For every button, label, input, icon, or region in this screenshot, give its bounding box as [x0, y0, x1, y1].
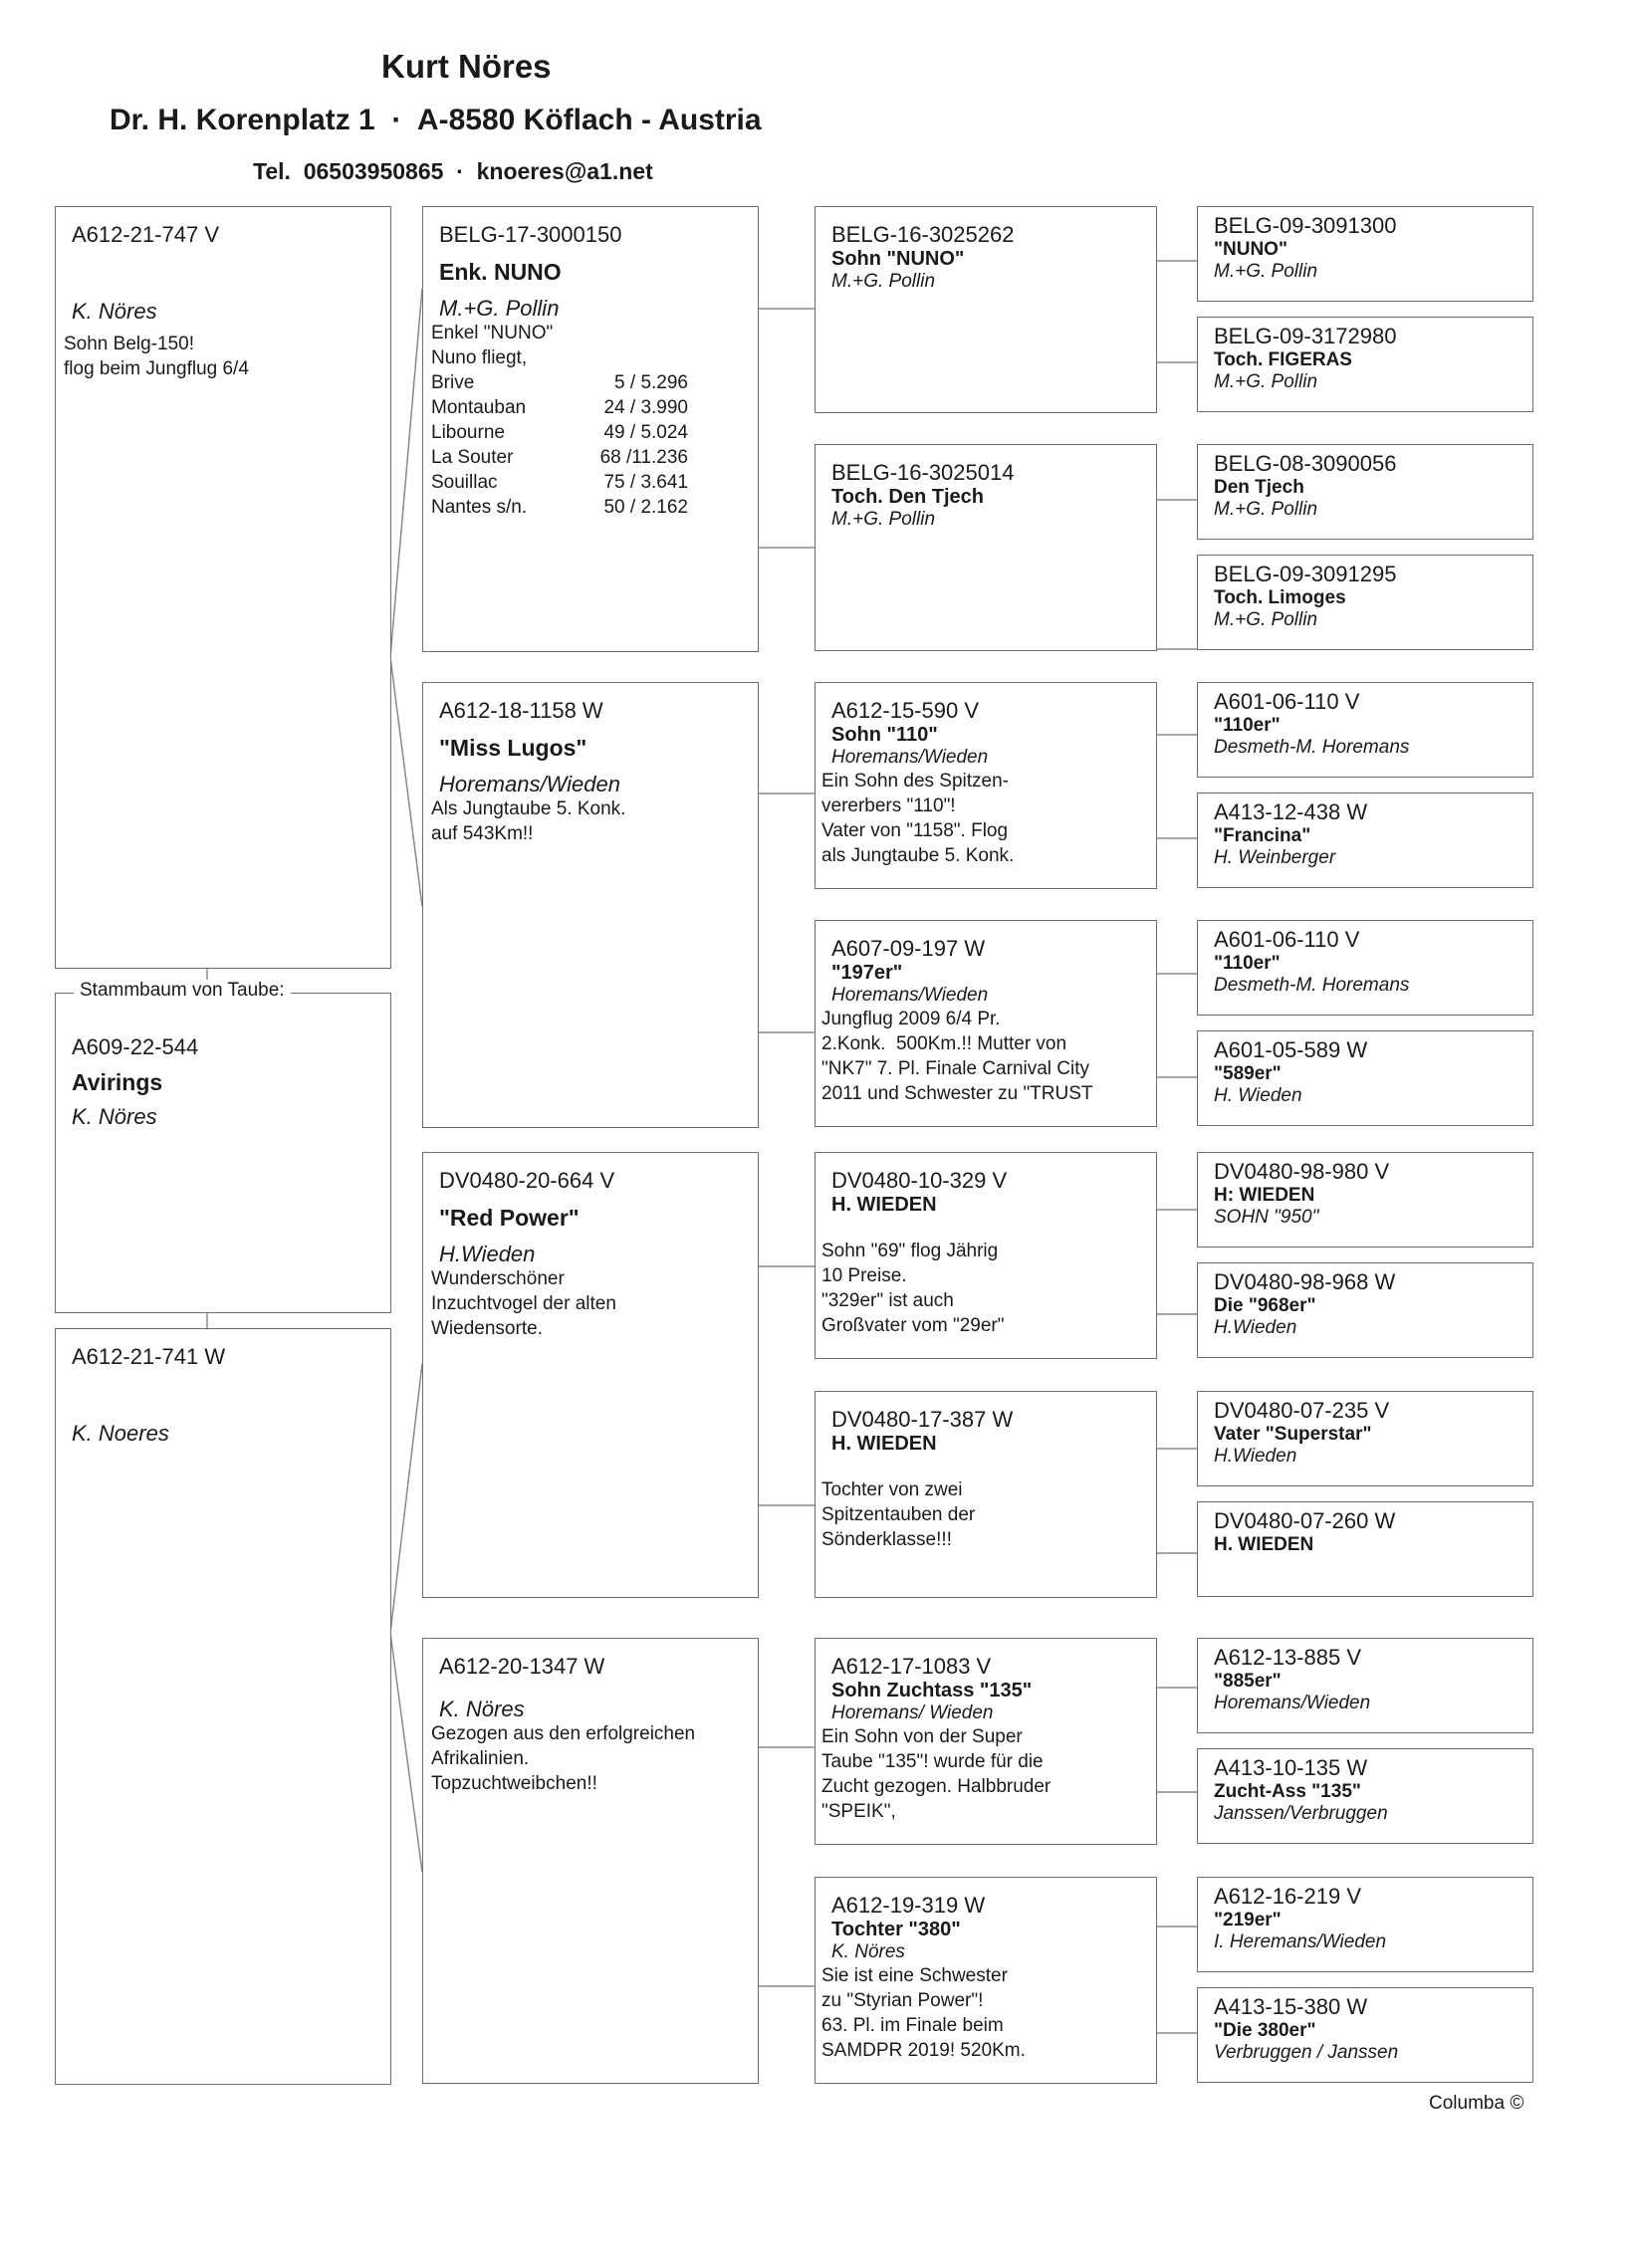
ring-number: A612-15-590 V	[831, 698, 979, 723]
pigeon-name: "589er"	[1214, 1063, 1282, 1084]
pigeon-name: "Die 380er"	[1214, 2020, 1316, 2041]
notes: Wunderschöner Inzuchtvogel der alten Wiedensorte.	[431, 1268, 616, 1339]
pigeon-name: Enk. NUNO	[439, 259, 562, 285]
pigeon-name: Avirings	[72, 1069, 163, 1095]
breeder: Horemans/ Wieden	[831, 1702, 994, 1723]
ancestor-card-9[interactable]	[1197, 1152, 1533, 1247]
ring-number: BELG-08-3090056	[1214, 451, 1397, 476]
pigeon-name: "885er"	[1214, 1671, 1282, 1692]
ring-number: A612-13-885 V	[1214, 1645, 1361, 1670]
race-result-row: Libourne 49 / 5.024	[431, 422, 688, 443]
breeder: K. Nöres	[439, 1697, 525, 1721]
ancestor-card-11[interactable]	[1197, 1391, 1533, 1486]
pigeon-name: "Red Power"	[439, 1205, 580, 1231]
race-result-row: Brive 5 / 5.296	[431, 372, 688, 393]
sire-card[interactable]	[55, 206, 391, 969]
pigeon-name: Vater "Superstar"	[1214, 1424, 1372, 1445]
pigeon-name: "Miss Lugos"	[439, 735, 587, 761]
owner-name: Kurt Nöres	[381, 48, 552, 85]
ring-number: A609-22-544	[72, 1034, 199, 1059]
footer-credit: Columba ©	[1429, 2093, 1524, 2114]
ring-number: A612-20-1347 W	[439, 1654, 605, 1679]
breeder: H. Weinberger	[1214, 847, 1336, 868]
pigeon-name: H. WIEDEN	[831, 1194, 937, 1216]
pigeon-name: "Francina"	[1214, 825, 1311, 846]
ancestor-card-3[interactable]	[1197, 444, 1533, 540]
ring-number: A601-06-110 V	[1214, 689, 1360, 714]
breeder: K. Noeres	[72, 1421, 169, 1446]
ring-number: A612-19-319 W	[831, 1893, 986, 1918]
dam-card[interactable]	[55, 1328, 391, 2085]
ancestor-card-1[interactable]	[1197, 206, 1533, 302]
great-grandparent-card-5[interactable]	[815, 1152, 1157, 1359]
pigeon-name: Zucht-Ass "135"	[1214, 1781, 1361, 1802]
ring-number: A612-17-1083 V	[831, 1654, 992, 1679]
ring-number: A413-10-135 W	[1214, 1755, 1368, 1780]
pigeon-name: Toch. Den Tjech	[831, 486, 984, 508]
breeder: Verbruggen / Janssen	[1214, 2042, 1399, 2063]
ring-number: A612-18-1158 W	[439, 698, 603, 723]
owner-address: Dr. H. Korenplatz 1 · A-8580 Köflach - Austria	[110, 104, 762, 136]
ring-number: A413-15-380 W	[1214, 1994, 1368, 2019]
notes: Sohn "69" flog Jährig 10 Preise. "329er" ist auch Großvater vom "29er"	[821, 1241, 1005, 1336]
ancestor-card-15[interactable]	[1197, 1877, 1533, 1972]
pigeon-name: "NUNO"	[1214, 239, 1287, 260]
breeder: Desmeth-M. Horemans	[1214, 737, 1410, 758]
notes: Ein Sohn von der Super Taube "135"! wurde für die Zucht gezogen. Halbbruder "SPEIK",	[821, 1726, 1052, 1822]
ring-number: BELG-16-3025262	[831, 222, 1015, 247]
breeder: M.+G. Pollin	[1214, 609, 1318, 630]
ring-number: DV0480-98-980 V	[1214, 1159, 1390, 1184]
breeder: SOHN "950"	[1214, 1207, 1319, 1228]
ring-number: BELG-17-3000150	[439, 222, 622, 247]
race-result-row: Montauban 24 / 3.990	[431, 397, 688, 418]
breeder: H.Wieden	[1214, 1446, 1297, 1467]
breeder: M.+G. Pollin	[439, 296, 560, 321]
ancestor-card-2[interactable]	[1197, 317, 1533, 412]
breeder: M.+G. Pollin	[831, 509, 936, 530]
notes: Jungflug 2009 6/4 Pr. 2.Konk. 500Km.!! Mutter von "NK7" 7. Pl. Finale Carnival City 2011 und Schwester zu "TRUST	[821, 1009, 1093, 1104]
ring-number: A607-09-197 W	[831, 936, 986, 961]
ancestor-card-4[interactable]	[1197, 555, 1533, 650]
ring-number: BELG-16-3025014	[831, 460, 1015, 485]
ring-number: A413-12-438 W	[1214, 799, 1368, 824]
ancestor-card-16[interactable]	[1197, 1987, 1533, 2083]
race-result-row: Souillac 75 / 3.641	[431, 472, 688, 493]
grandparent-card-4[interactable]	[422, 1638, 759, 2084]
subject-card[interactable]	[55, 993, 391, 1313]
breeder: K. Nöres	[72, 1104, 157, 1129]
breeder: K. Nöres	[72, 299, 157, 324]
race-result-row: Nantes s/n. 50 / 2.162	[431, 497, 688, 518]
pigeon-name: Sohn "110"	[831, 724, 938, 746]
breeder: H. Wieden	[1214, 1085, 1302, 1106]
ancestor-card-10[interactable]	[1197, 1262, 1533, 1358]
pigeon-name: Tochter "380"	[831, 1919, 961, 1940]
ring-number: A612-16-219 V	[1214, 1884, 1361, 1909]
breeder: M.+G. Pollin	[831, 271, 936, 292]
grandparent-card-1[interactable]	[422, 206, 759, 652]
pigeon-name: "197er"	[831, 962, 903, 984]
notes: Gezogen aus den erfolgreichen Afrikalinien. Topzuchtweibchen!!	[431, 1723, 696, 1794]
breeder: M.+G. Pollin	[1214, 371, 1318, 392]
ring-number: DV0480-10-329 V	[831, 1168, 1008, 1193]
ring-number: DV0480-17-387 W	[831, 1407, 1014, 1432]
pigeon-name: "219er"	[1214, 1910, 1282, 1930]
breeder: Horemans/Wieden	[831, 985, 989, 1006]
pigeon-name: Toch. FIGERAS	[1214, 349, 1352, 370]
ancestor-card-8[interactable]	[1197, 1030, 1533, 1126]
breeder: H.Wieden	[439, 1242, 536, 1266]
great-grandparent-card-8[interactable]	[815, 1877, 1157, 2084]
notes: Sie ist eine Schwester zu "Styrian Power"! 63. Pl. im Finale beim SAMDPR 2019! 520Km.	[821, 1965, 1026, 2061]
ancestor-card-5[interactable]	[1197, 682, 1533, 778]
notes: Enkel "NUNO" Nuno fliegt,	[431, 323, 554, 368]
ring-number: BELG-09-3172980	[1214, 324, 1397, 348]
ring-number: DV0480-07-235 V	[1214, 1398, 1390, 1423]
breeder: K. Nöres	[831, 1941, 905, 1962]
notes: Ein Sohn des Spitzen- vererbers "110"! Vater von "1158". Flog als Jungtaube 5. Konk.	[821, 771, 1015, 866]
breeder: Horemans/Wieden	[439, 772, 620, 796]
great-grandparent-card-2[interactable]	[815, 444, 1157, 651]
great-grandparent-card-6[interactable]	[815, 1391, 1157, 1598]
ring-number: DV0480-20-664 V	[439, 1168, 615, 1193]
pigeon-name: H. WIEDEN	[1214, 1534, 1314, 1555]
owner-contact: Tel. 06503950865 · knoeres@a1.net	[253, 158, 653, 184]
ring-number: BELG-09-3091295	[1214, 562, 1397, 586]
race-results	[431, 370, 750, 520]
pigeon-name: "110er"	[1214, 715, 1281, 736]
breeder: Janssen/Verbruggen	[1214, 1803, 1388, 1824]
pigeon-name: Die "968er"	[1214, 1295, 1316, 1316]
great-grandparent-card-7[interactable]	[815, 1638, 1157, 1845]
pigeon-name: Toch. Limoges	[1214, 587, 1346, 608]
ring-number: DV0480-98-968 W	[1214, 1269, 1396, 1294]
breeder: Horemans/Wieden	[831, 747, 989, 768]
ancestor-card-12[interactable]	[1197, 1501, 1533, 1597]
great-grandparent-card-4[interactable]	[815, 920, 1157, 1127]
ring-number: A601-06-110 V	[1214, 927, 1360, 952]
great-grandparent-card-3[interactable]	[815, 682, 1157, 889]
pedigree-legend: Stammbaum von Taube:	[74, 980, 291, 1002]
breeder: M.+G. Pollin	[1214, 499, 1318, 520]
breeder: I. Heremans/Wieden	[1214, 1931, 1387, 1952]
breeder: Desmeth-M. Horemans	[1214, 975, 1410, 996]
notes: Sohn Belg-150! flog beim Jungflug 6/4	[64, 334, 249, 379]
great-grandparent-card-1[interactable]	[815, 206, 1157, 413]
ring-number: A612-21-747 V	[72, 222, 219, 247]
ring-number: BELG-09-3091300	[1214, 213, 1397, 238]
race-result-row: La Souter 68 /11.236	[431, 447, 688, 468]
notes: Als Jungtaube 5. Konk. auf 543Km!!	[431, 798, 626, 844]
ring-number: DV0480-07-260 W	[1214, 1508, 1396, 1533]
ancestor-card-14[interactable]	[1197, 1748, 1533, 1844]
pigeon-name: H. WIEDEN	[831, 1433, 937, 1455]
ancestor-card-7[interactable]	[1197, 920, 1533, 1016]
breeder: H.Wieden	[1214, 1317, 1297, 1338]
ring-number: A601-05-589 W	[1214, 1037, 1368, 1062]
ancestor-card-6[interactable]	[1197, 793, 1533, 888]
ring-number: A612-21-741 W	[72, 1344, 226, 1369]
ancestor-card-13[interactable]	[1197, 1638, 1533, 1733]
pigeon-name: "110er"	[1214, 953, 1281, 974]
notes: Tochter von zwei Spitzentauben der Sönderklasse!!!	[821, 1479, 976, 1550]
grandparent-card-2[interactable]	[422, 682, 759, 1128]
breeder: Horemans/Wieden	[1214, 1693, 1371, 1713]
breeder: M.+G. Pollin	[1214, 261, 1318, 282]
pigeon-name: H: WIEDEN	[1214, 1185, 1315, 1206]
pigeon-name: Sohn Zuchtass "135"	[831, 1680, 1033, 1701]
pigeon-name: Sohn "NUNO"	[831, 248, 965, 270]
grandparent-card-3[interactable]	[422, 1152, 759, 1598]
pigeon-name: Den Tjech	[1214, 477, 1304, 498]
